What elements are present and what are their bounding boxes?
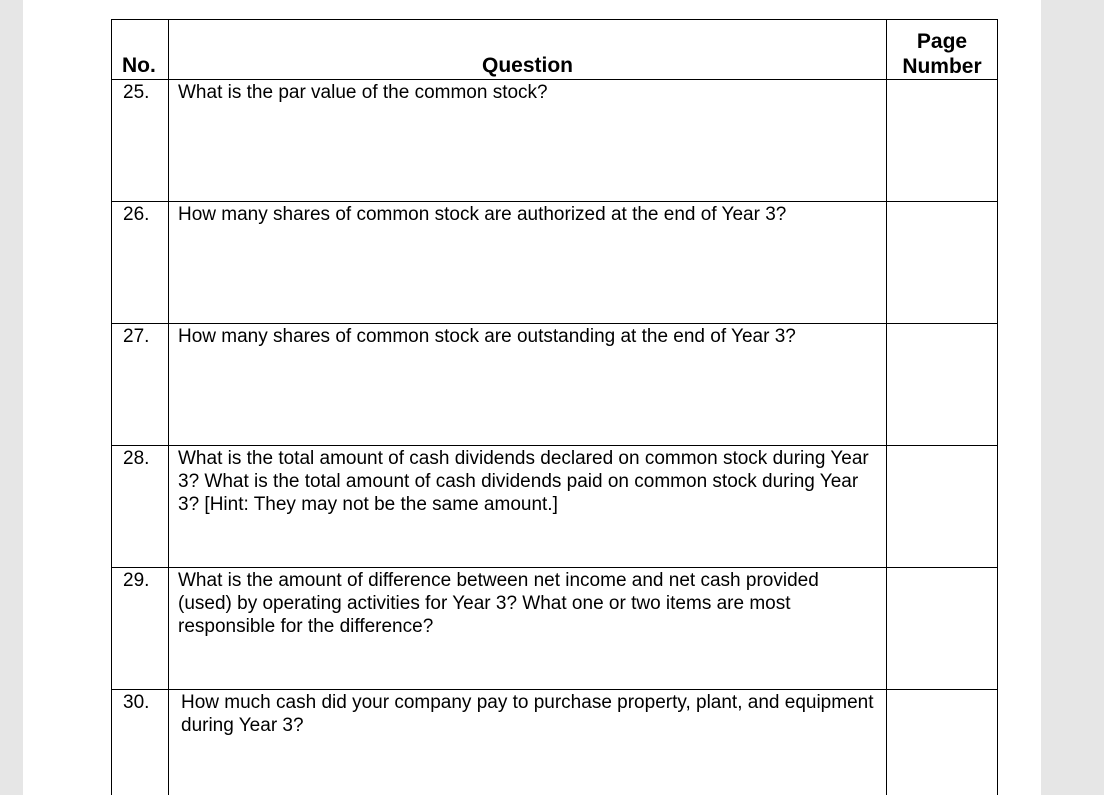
table-row <box>112 690 998 795</box>
table-row <box>112 446 998 568</box>
header-no: No. <box>112 20 169 80</box>
row-question: How many shares of common stock are authorized at the end of Year 3? <box>169 202 887 324</box>
row-page-number[interactable] <box>887 446 998 568</box>
table-row <box>112 202 998 324</box>
row-number: 26. <box>112 202 169 324</box>
table-row <box>112 324 998 446</box>
row-question: What is the par value of the common stock? <box>169 80 887 202</box>
row-question: What is the amount of difference between net income and net cash provided (used) by operating activities for Year 3? What one or two items are most responsible for the difference? <box>169 568 887 690</box>
table-header-row <box>112 20 998 80</box>
table-row <box>112 80 998 202</box>
row-page-number[interactable] <box>887 202 998 324</box>
document-page <box>23 0 1041 795</box>
table-row <box>112 568 998 690</box>
row-number: 27. <box>112 324 169 446</box>
row-number: 30. <box>112 690 169 795</box>
row-question: How much cash did your company pay to purchase property, plant, and equipment during Year 3? <box>169 690 887 795</box>
row-number: 29. <box>112 568 169 690</box>
row-question: What is the total amount of cash dividends declared on common stock during Year 3? What is the total amount of cash dividends paid on common stock during Year 3? [Hint: They may not be the same amount.] <box>169 446 887 568</box>
header-page-number <box>887 20 998 80</box>
row-page-number[interactable] <box>887 324 998 446</box>
question-table <box>111 19 998 795</box>
row-page-number[interactable] <box>887 80 998 202</box>
row-number: 28. <box>112 446 169 568</box>
header-question: Question <box>169 20 887 80</box>
row-page-number[interactable] <box>887 568 998 690</box>
header-page-line2: Number <box>902 55 982 78</box>
row-page-number[interactable] <box>887 690 998 795</box>
row-number: 25. <box>112 80 169 202</box>
header-page-line1: Page <box>916 30 968 53</box>
row-question: How many shares of common stock are outstanding at the end of Year 3? <box>169 324 887 446</box>
